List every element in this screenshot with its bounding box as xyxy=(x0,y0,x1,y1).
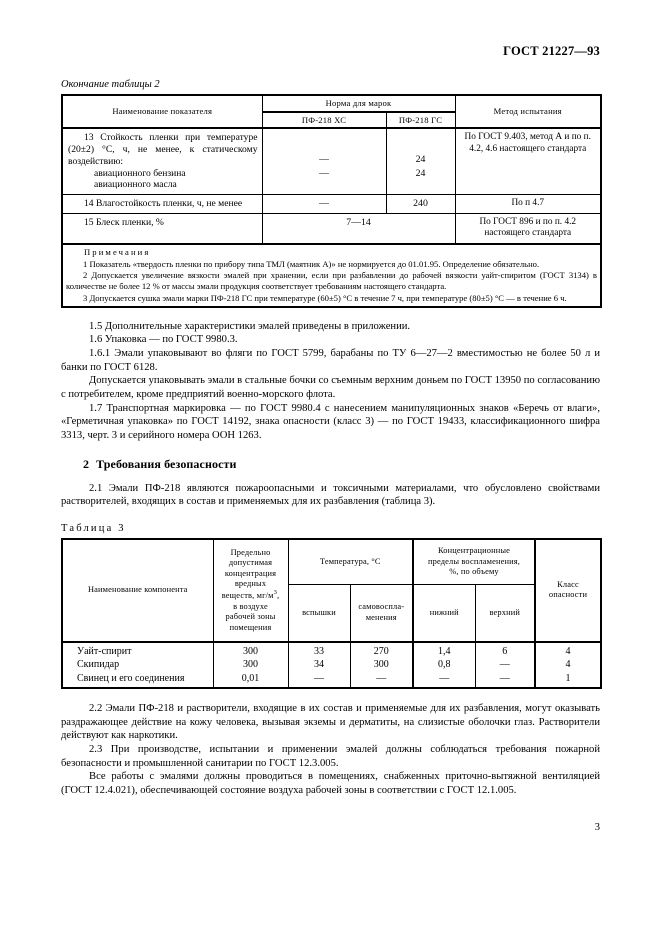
table3-lower-header: нижний xyxy=(413,584,475,642)
table3-row3-component: Свинец и его соединения xyxy=(62,672,213,688)
table2-col-norm-group-header: Норма для марок xyxy=(262,95,455,112)
table3-row2-component: Скипидар xyxy=(62,658,213,671)
limits-line-2: пределы воспламенения, xyxy=(428,556,520,566)
table2-row13-gs xyxy=(386,128,455,194)
table3-autoignition-header xyxy=(350,584,413,642)
table3-row1-flash: 33 xyxy=(288,642,350,658)
section-2-number: 2 xyxy=(83,456,90,471)
paragraph-2-1: 2.1 Эмали ПФ-218 являются пожароопасными и токсичными материалами, что обусловлено свойствами растворителей, входящих в состав и применяемых для их разбавления (таблица 3). xyxy=(61,482,600,508)
table3-row3-hazard: 1 xyxy=(535,672,601,688)
table2-col-name-header: Наименование показателя xyxy=(62,95,262,128)
table2-row13-name-text: 13 Стойкость пленки при температуре (20±2) °С, ч, не менее, к статическому воздействию: xyxy=(68,132,258,167)
table2-row13-xs-2: — xyxy=(319,167,329,179)
table2-row14-gs: 240 xyxy=(386,194,455,213)
mpc-line-3: концентрация xyxy=(224,568,277,578)
table2-brand-1-header: ПФ-218 ХС xyxy=(262,112,386,129)
table2-row13-xs xyxy=(262,128,386,194)
page-number: 3 xyxy=(594,822,600,833)
hazard-line-1: Класс xyxy=(557,579,579,589)
table3-caption: Таблица 3 xyxy=(61,522,126,534)
table3-row1-hazard: 4 xyxy=(535,642,601,658)
table3-row2-autoignition: 300 xyxy=(350,658,413,671)
table-2 xyxy=(61,94,602,308)
mpc-superscript: 3 xyxy=(273,589,277,597)
table2-row13-sub1: авиационного бензина xyxy=(94,167,186,179)
table2-row15-name xyxy=(62,213,262,244)
table2-row14-xs: — xyxy=(262,194,386,213)
table3-flash-header: вспышки xyxy=(288,584,350,642)
table2-col-method-header: Метод испытания xyxy=(455,95,601,128)
table2-row15-method: По ГОСТ 896 и по п. 4.2 настоящего стандарта xyxy=(455,213,601,244)
section-heading-2 xyxy=(61,457,600,472)
paragraph-1-6-2: Допускается упаковывать эмали в стальные бочки со съемным верхним доньем по ГОСТ 13950 по согласованию с потребителем, кроме предприятий военно-морского флота. xyxy=(61,375,600,401)
mpc-line-1: Предельно xyxy=(230,547,271,557)
table3-row2-hazard: 4 xyxy=(535,658,601,671)
table2-brand-2-header: ПФ-218 ГС xyxy=(386,112,455,129)
table-3 xyxy=(61,538,602,689)
table2-notes xyxy=(62,244,601,307)
note-item: 1 Показатель «твердость пленки по прибору типа ТМЛ (маятник А)» не нормируется до 01.01.95. Определение обязательно. xyxy=(83,259,540,270)
table-row xyxy=(62,672,601,688)
autoignition-line-2: менения xyxy=(365,612,397,622)
paragraph-1-5: 1.5 Дополнительные характеристики эмалей приведены в приложении. xyxy=(89,320,411,332)
mpc-line-7: рабочей зоны xyxy=(225,612,276,622)
table3-component-header: Наименование компонента xyxy=(62,539,213,642)
table2-row13-method: По ГОСТ 9.403, метод А и по п. 4.2, 4.6 настоящего стандарта xyxy=(455,128,601,194)
table3-mpc-header: Предельно допустимая концентрация вредных веществ, $мг/м^3$, в воздухе рабочей зоны помещения xyxy=(213,539,288,642)
table3-row1-autoignition: 270 xyxy=(350,642,413,658)
table3-limits-header xyxy=(413,539,535,585)
table3-row2-lower: 0,8 xyxy=(413,658,475,671)
table2-row13-sub2: авиационного масла xyxy=(94,179,177,191)
section-2-title: Требования безопасности xyxy=(96,456,237,471)
note-item: 2 Допускается увеличение вязкости эмалей при хранении, если при разбавлении до рабочей вязкости уайт-спиритом (ГОСТ 3134) в количестве не более 12 % от массы эмали продукция соответствует требованиям настоящего стандарта. xyxy=(66,270,597,292)
table3-row3-autoignition: — xyxy=(350,672,413,688)
table2-row13-gs-1: 24 xyxy=(415,154,426,166)
table3-row1-mpc: 300 xyxy=(213,642,288,658)
table2-row14-method: По п 4.7 xyxy=(455,194,601,213)
table3-row3-mpc: 0,01 xyxy=(213,672,288,688)
table3-upper-header: верхний xyxy=(475,584,535,642)
table3-row2-mpc: 300 xyxy=(213,658,288,671)
paragraph-2-3: 2.3 При производстве, испытании и применении эмалей должны соблюдаться требования пожарной безопасности и промышленной санитарии по ГОСТ 12.3.005. xyxy=(61,743,600,769)
table2-caption: Окончание таблицы 2 xyxy=(61,79,160,90)
table3-hazard-header xyxy=(535,539,601,642)
table-row xyxy=(62,194,601,213)
table2-row13-gs-2: 24 xyxy=(415,167,426,179)
mpc-line-8: помещения xyxy=(229,622,272,632)
table3-row2-upper: — xyxy=(475,658,535,671)
paragraph-1-6: 1.6 Упаковка — по ГОСТ 9980.3. xyxy=(89,334,238,346)
mpc-line-6: в воздухе xyxy=(233,601,268,611)
table3-row3-flash: — xyxy=(288,672,350,688)
table2-row13-xs-1: — xyxy=(319,154,329,166)
table2-row14-name-text: 14 Влагостойкость пленки, ч, не менее xyxy=(84,197,243,209)
table3-row1-upper: 6 xyxy=(475,642,535,658)
table3-row1-lower: 1,4 xyxy=(413,642,475,658)
body-section-1 xyxy=(61,320,600,443)
table3-header-row-1 xyxy=(62,539,601,585)
mpc-line-5: веществ, мг/м xyxy=(221,591,274,601)
paragraph-1-6-1: 1.6.1 Эмали упаковывают во фляги по ГОСТ 5799, барабаны по ТУ 6—27—2 вместимостью не более 50 л и банки по ГОСТ 6128. xyxy=(61,348,600,373)
table3-temperature-header: Температура, °С xyxy=(288,539,413,585)
body-section-2 xyxy=(61,702,600,798)
table2-row14-name xyxy=(62,194,262,213)
mpc-line-2: допустимая xyxy=(228,558,273,568)
notes-title: Примечания xyxy=(84,246,151,257)
mpc-line-4: вредных xyxy=(234,579,267,589)
autoignition-line-1: самовоспла- xyxy=(358,602,405,612)
table2-row15-name-text: 15 Блеск пленки, % xyxy=(84,216,164,228)
table-row xyxy=(62,213,601,244)
table-row xyxy=(62,128,601,194)
table3-row3-lower: — xyxy=(413,672,475,688)
table2-row15-span-value: 7—14 xyxy=(262,213,455,244)
paragraph-2-2: 2.2 Эмали ПФ-218 и растворители, входящие в их состав и применяемые для их разбавления, могут оказывать раздражающее действие на кожу человека, вызывая экземы и дерматиты, на слизистые оболочки глаз. Растворители действуют как наркотики. xyxy=(61,702,600,742)
table2-header-row-1 xyxy=(62,95,601,112)
table3-row3-upper: — xyxy=(475,672,535,688)
limits-line-1: Концентрационные xyxy=(437,546,511,556)
table-row xyxy=(62,642,601,658)
limits-line-3: %, по объему xyxy=(449,567,499,577)
table3-row1-component: Уайт-спирит xyxy=(62,642,213,658)
page-content xyxy=(61,44,600,797)
table2-row13-name xyxy=(62,128,262,194)
paragraph-1-7: 1.7 Транспортная маркировка — по ГОСТ 9980.4 с нанесением манипуляционных знаков «Беречь от влаги», «Герметичная упаковка» по ГОСТ 14192, знака опасности (класс 3) — по ГОСТ 19433, классификационного шифра 3313, черт. 3 и серийного номера ООН 1263. xyxy=(61,402,600,442)
table3-row2-flash: 34 xyxy=(288,658,350,671)
standard-number-header: ГОСТ 21227—93 xyxy=(503,44,600,58)
table2-notes-row xyxy=(62,244,601,307)
hazard-line-2: опасности xyxy=(548,590,588,600)
paragraph-2-3-2: Все работы с эмалями должны проводиться в помещениях, снабженных приточно-вытяжной вентиляцией (ГОСТ 12.4.021), обеспечивающей состояние воздуха рабочей зоны в соответствии с ГОСТ 12.1.005. xyxy=(61,771,600,796)
table-row xyxy=(62,658,601,671)
note-item: 3 Допускается сушка эмали марки ПФ-218 ГС при температуре (60±5) °С в течение 7 ч, при температуре (80±5) °С — в течение 6 ч. xyxy=(83,292,567,303)
